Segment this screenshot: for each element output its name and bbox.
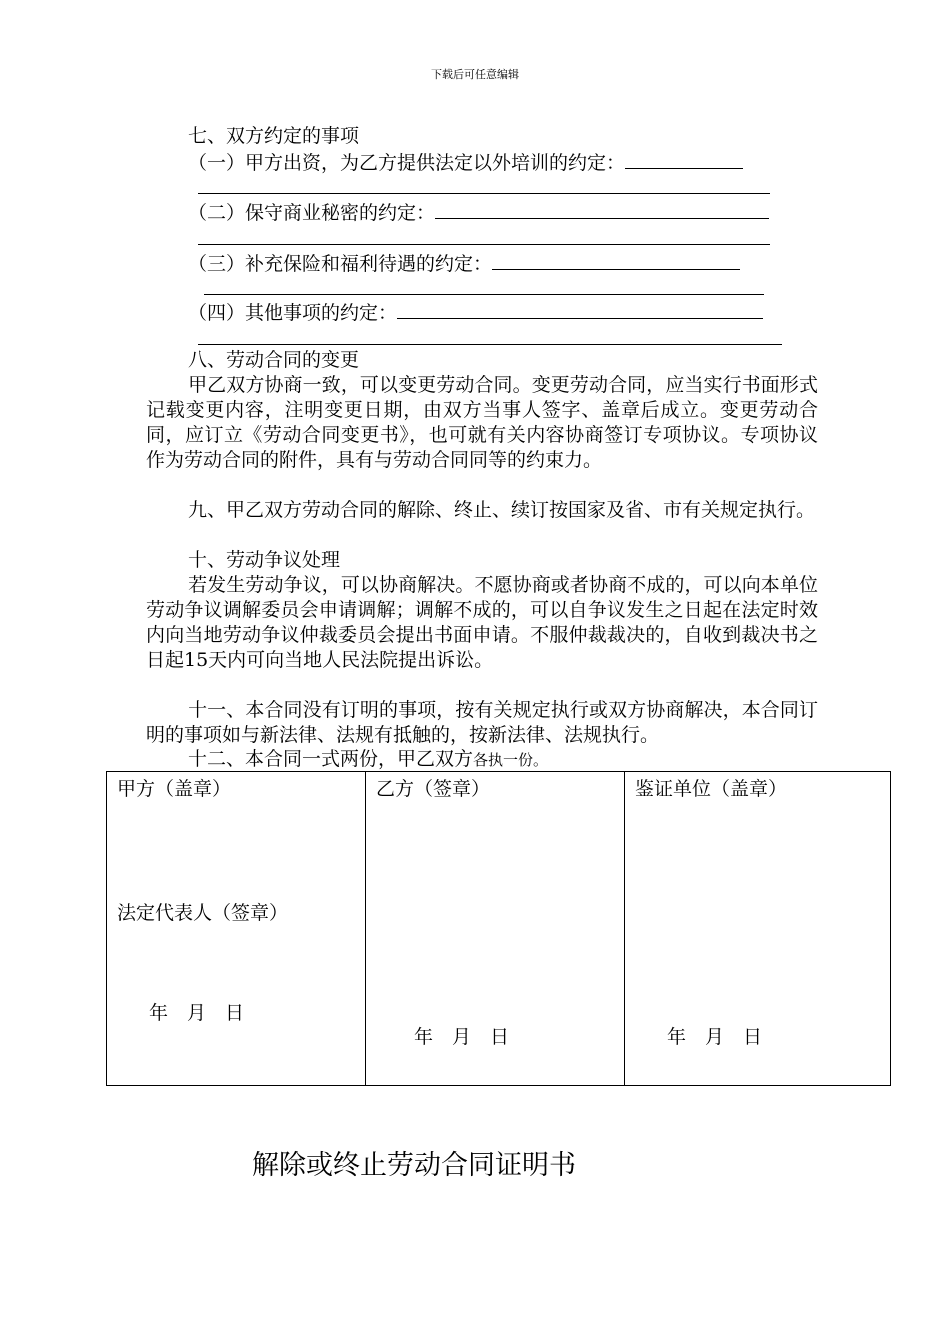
section7-item1-continuation-line[interactable] (198, 193, 770, 194)
section11-body-text: 十一、本合同没有订明的事项，按有关规定执行或双方协商解决，本合同订明的事项如与新法律、法规有抵触的，按新法律、法规执行。 (146, 699, 818, 746)
section7-item1-blank[interactable] (625, 150, 743, 169)
section7-item3-label: （三）补充保险和福利待遇的约定： (188, 253, 493, 275)
section7-item4-blank[interactable] (397, 300, 763, 319)
section10-body (146, 573, 818, 673)
party-b-date: 年 月 日 (414, 1026, 510, 1048)
section7-item3 (188, 251, 740, 276)
section8-heading: 八、劳动合同的变更 (188, 349, 360, 371)
verifier-label: 鉴证单位（盖章） (635, 778, 788, 800)
section7-item2-blank[interactable] (435, 200, 769, 219)
signature-table (106, 771, 891, 1086)
party-a-label: 甲方（盖章） (117, 778, 232, 800)
section9-body-text: 九、甲乙双方劳动合同的解除、终止、续订按国家及省、市有关规定执行。 (188, 499, 816, 521)
section7-item2-label: （二）保守商业秘密的约定： (188, 202, 436, 224)
section7-item2-continuation-line[interactable] (198, 244, 770, 245)
section7-item4-continuation-line[interactable] (198, 344, 782, 345)
section7-item1-label: （一）甲方出资，为乙方提供法定以外培训的约定： (188, 152, 626, 174)
header-note: 下载后可任意编辑 (431, 68, 519, 81)
section10-heading: 十、劳动争议处理 (188, 549, 341, 571)
party-b-cell[interactable] (366, 772, 625, 1086)
section9-body (146, 498, 818, 523)
section12-small: 各执一份。 (473, 751, 549, 769)
section12-main: 十二、本合同一式两份，甲乙双方 (188, 748, 474, 770)
section7-item4 (188, 300, 763, 325)
section7-item3-continuation-line[interactable] (204, 294, 764, 295)
section7-item3-blank[interactable] (492, 251, 740, 270)
next-doc-title: 解除或终止劳动合同证明书 (252, 1150, 576, 1181)
section8-body (146, 373, 818, 473)
section7-heading: 七、双方约定的事项 (188, 125, 360, 147)
section8-body-text: 甲乙双方协商一致，可以变更劳动合同。变更劳动合同，应当实行书面形式记载变更内容，注明变更日期，由双方当事人签字、盖章后成立。变更劳动合同，应订立《劳动合同变更书》，也可就有关内容协商签订专项协议。专项协议作为劳动合同的附件，具有与劳动合同同等的约束力。 (146, 374, 818, 471)
section11-body (146, 698, 818, 748)
party-a-cell[interactable] (107, 772, 366, 1086)
section12-text (188, 747, 548, 772)
party-b-label: 乙方（签章） (376, 778, 491, 800)
verifier-date: 年 月 日 (667, 1026, 763, 1048)
legal-rep-label: 法定代表人（签章） (117, 902, 289, 924)
section7-item4-label: （四）其他事项的约定： (188, 302, 398, 324)
section10-body-text: 若发生劳动争议，可以协商解决。不愿协商或者协商不成的，可以向本单位劳动争议调解委员会申请调解；调解不成的，可以自争议发生之日起在法定时效内向当地劳动争议仲裁委员会提出书面申请。不服仲裁裁决的，自收到裁决书之日起15天内可向当地人民法院提出诉讼。 (146, 574, 818, 671)
section7-item1 (188, 150, 743, 175)
party-a-date: 年 月 日 (149, 1002, 245, 1024)
verifier-cell[interactable] (625, 772, 891, 1086)
section7-item2 (188, 200, 769, 225)
